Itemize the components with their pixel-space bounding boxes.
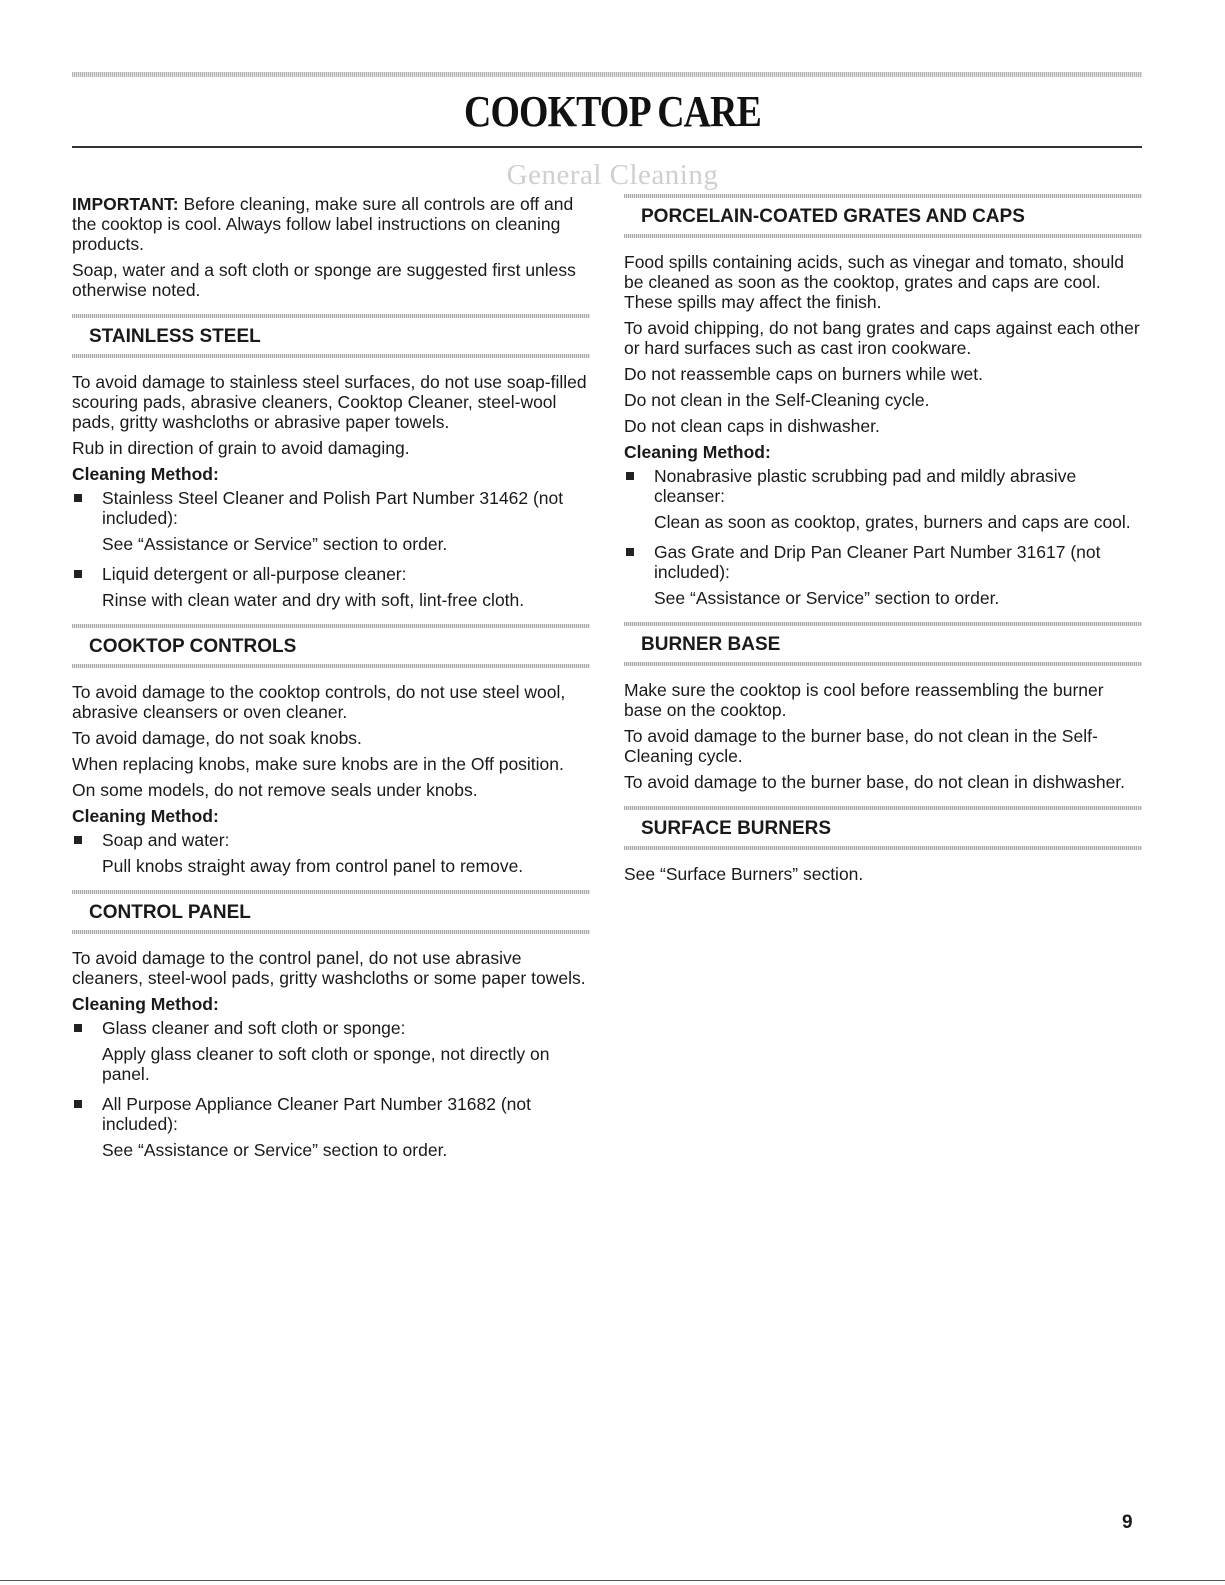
grates-bullet-1: Nonabrasive plastic scrubbing pad and mildly abrasive cleanser: bbox=[624, 466, 1142, 506]
burner-base-heading: BURNER BASE bbox=[624, 622, 1142, 666]
page-title: COOKTOP CARE bbox=[463, 87, 761, 136]
burner-base-p1: Make sure the cooktop is cool before reassembling the burner base on the cooktop. bbox=[624, 680, 1104, 720]
bottom-rule bbox=[0, 1580, 1225, 1581]
panel-bullet-2-note: See “Assistance or Service” section to order. bbox=[102, 1140, 448, 1160]
grates-p5: Do not clean caps in dishwasher. bbox=[624, 416, 880, 436]
stainless-bullet-2-note: Rinse with clean water and dry with soft, lint-free cloth. bbox=[102, 590, 525, 610]
title-rule bbox=[72, 146, 1142, 148]
right-column bbox=[624, 194, 1142, 890]
grates-caps-heading: PORCELAIN-COATED GRATES AND CAPS bbox=[624, 194, 1142, 238]
control-panel-heading: CONTROL PANEL bbox=[72, 890, 590, 934]
important-note bbox=[72, 194, 590, 254]
surface-burners-p1: See “Surface Burners” section. bbox=[624, 864, 864, 884]
panel-p1: To avoid damage to the control panel, do not use abrasive cleaners, steel-wool pads, gritty washcloths or some paper towels. bbox=[72, 948, 586, 988]
burner-base-p3: To avoid damage to the burner base, do not clean in dishwasher. bbox=[624, 772, 1126, 792]
soap-note: Soap, water and a soft cloth or sponge are suggested first unless otherwise noted. bbox=[72, 260, 576, 300]
panel-bullet-1-note: Apply glass cleaner to soft cloth or sponge, not directly on panel. bbox=[102, 1044, 550, 1084]
surface-burners-heading: SURFACE BURNERS bbox=[624, 806, 1142, 850]
controls-p4: On some models, do not remove seals under knobs. bbox=[72, 780, 478, 800]
important-text: Before cleaning, make sure all controls are off and the cooktop is cool. Always follow label instructions on cleaning products. bbox=[72, 194, 574, 254]
section-subtitle: General Cleaning bbox=[506, 159, 719, 191]
grates-bullet-2: Gas Grate and Drip Pan Cleaner Part Number 31617 (not included): bbox=[624, 542, 1142, 582]
left-column bbox=[72, 194, 590, 1170]
controls-p3: When replacing knobs, make sure knobs are in the Off position. bbox=[72, 754, 564, 774]
grates-bullet-2-note: See “Assistance or Service” section to order. bbox=[654, 588, 1000, 608]
top-rule bbox=[72, 72, 1142, 77]
grates-p1: Food spills containing acids, such as vinegar and tomato, should be cleaned as soon as the cooktop, grates and caps are cool. These spills may affect the finish. bbox=[624, 252, 1125, 312]
stainless-p1: To avoid damage to stainless steel surfaces, do not use soap-filled scouring pads, abrasive cleaners, Cooktop Cleaner, steel-wool pads, gritty washcloths or abrasive paper towels. bbox=[72, 372, 587, 432]
stainless-method-label: Cleaning Method: bbox=[72, 464, 219, 484]
cooktop-controls-heading: COOKTOP CONTROLS bbox=[72, 624, 590, 668]
grates-p4: Do not clean in the Self-Cleaning cycle. bbox=[624, 390, 930, 410]
controls-p2: To avoid damage, do not soak knobs. bbox=[72, 728, 362, 748]
stainless-bullet-1-note: See “Assistance or Service” section to order. bbox=[102, 534, 448, 554]
page-number: 9 bbox=[1122, 1512, 1133, 1533]
important-label: IMPORTANT: bbox=[72, 194, 179, 214]
stainless-bullet-2: Liquid detergent or all-purpose cleaner: bbox=[72, 564, 590, 584]
controls-p1: To avoid damage to the cooktop controls, do not use steel wool, abrasive cleansers or oven cleaner. bbox=[72, 682, 566, 722]
grates-p3: Do not reassemble caps on burners while wet. bbox=[624, 364, 983, 384]
panel-bullet-2: All Purpose Appliance Cleaner Part Number 31682 (not included): bbox=[72, 1094, 590, 1134]
controls-bullet-1-note: Pull knobs straight away from control panel to remove. bbox=[102, 856, 524, 876]
grates-bullet-1-note: Clean as soon as cooktop, grates, burners and caps are cool. bbox=[654, 512, 1131, 532]
panel-method-label: Cleaning Method: bbox=[72, 994, 219, 1014]
grates-p2: To avoid chipping, do not bang grates and caps against each other or hard surfaces such as cast iron cookware. bbox=[624, 318, 1140, 358]
burner-base-p2: To avoid damage to the burner base, do not clean in the Self-Cleaning cycle. bbox=[624, 726, 1098, 766]
stainless-bullet-1: Stainless Steel Cleaner and Polish Part Number 31462 (not included): bbox=[72, 488, 590, 528]
panel-bullet-1: Glass cleaner and soft cloth or sponge: bbox=[72, 1018, 590, 1038]
controls-method-label: Cleaning Method: bbox=[72, 806, 219, 826]
stainless-p2: Rub in direction of grain to avoid damaging. bbox=[72, 438, 410, 458]
controls-bullet-1: Soap and water: bbox=[72, 830, 590, 850]
grates-method-label: Cleaning Method: bbox=[624, 442, 771, 462]
stainless-steel-heading: STAINLESS STEEL bbox=[72, 314, 590, 358]
